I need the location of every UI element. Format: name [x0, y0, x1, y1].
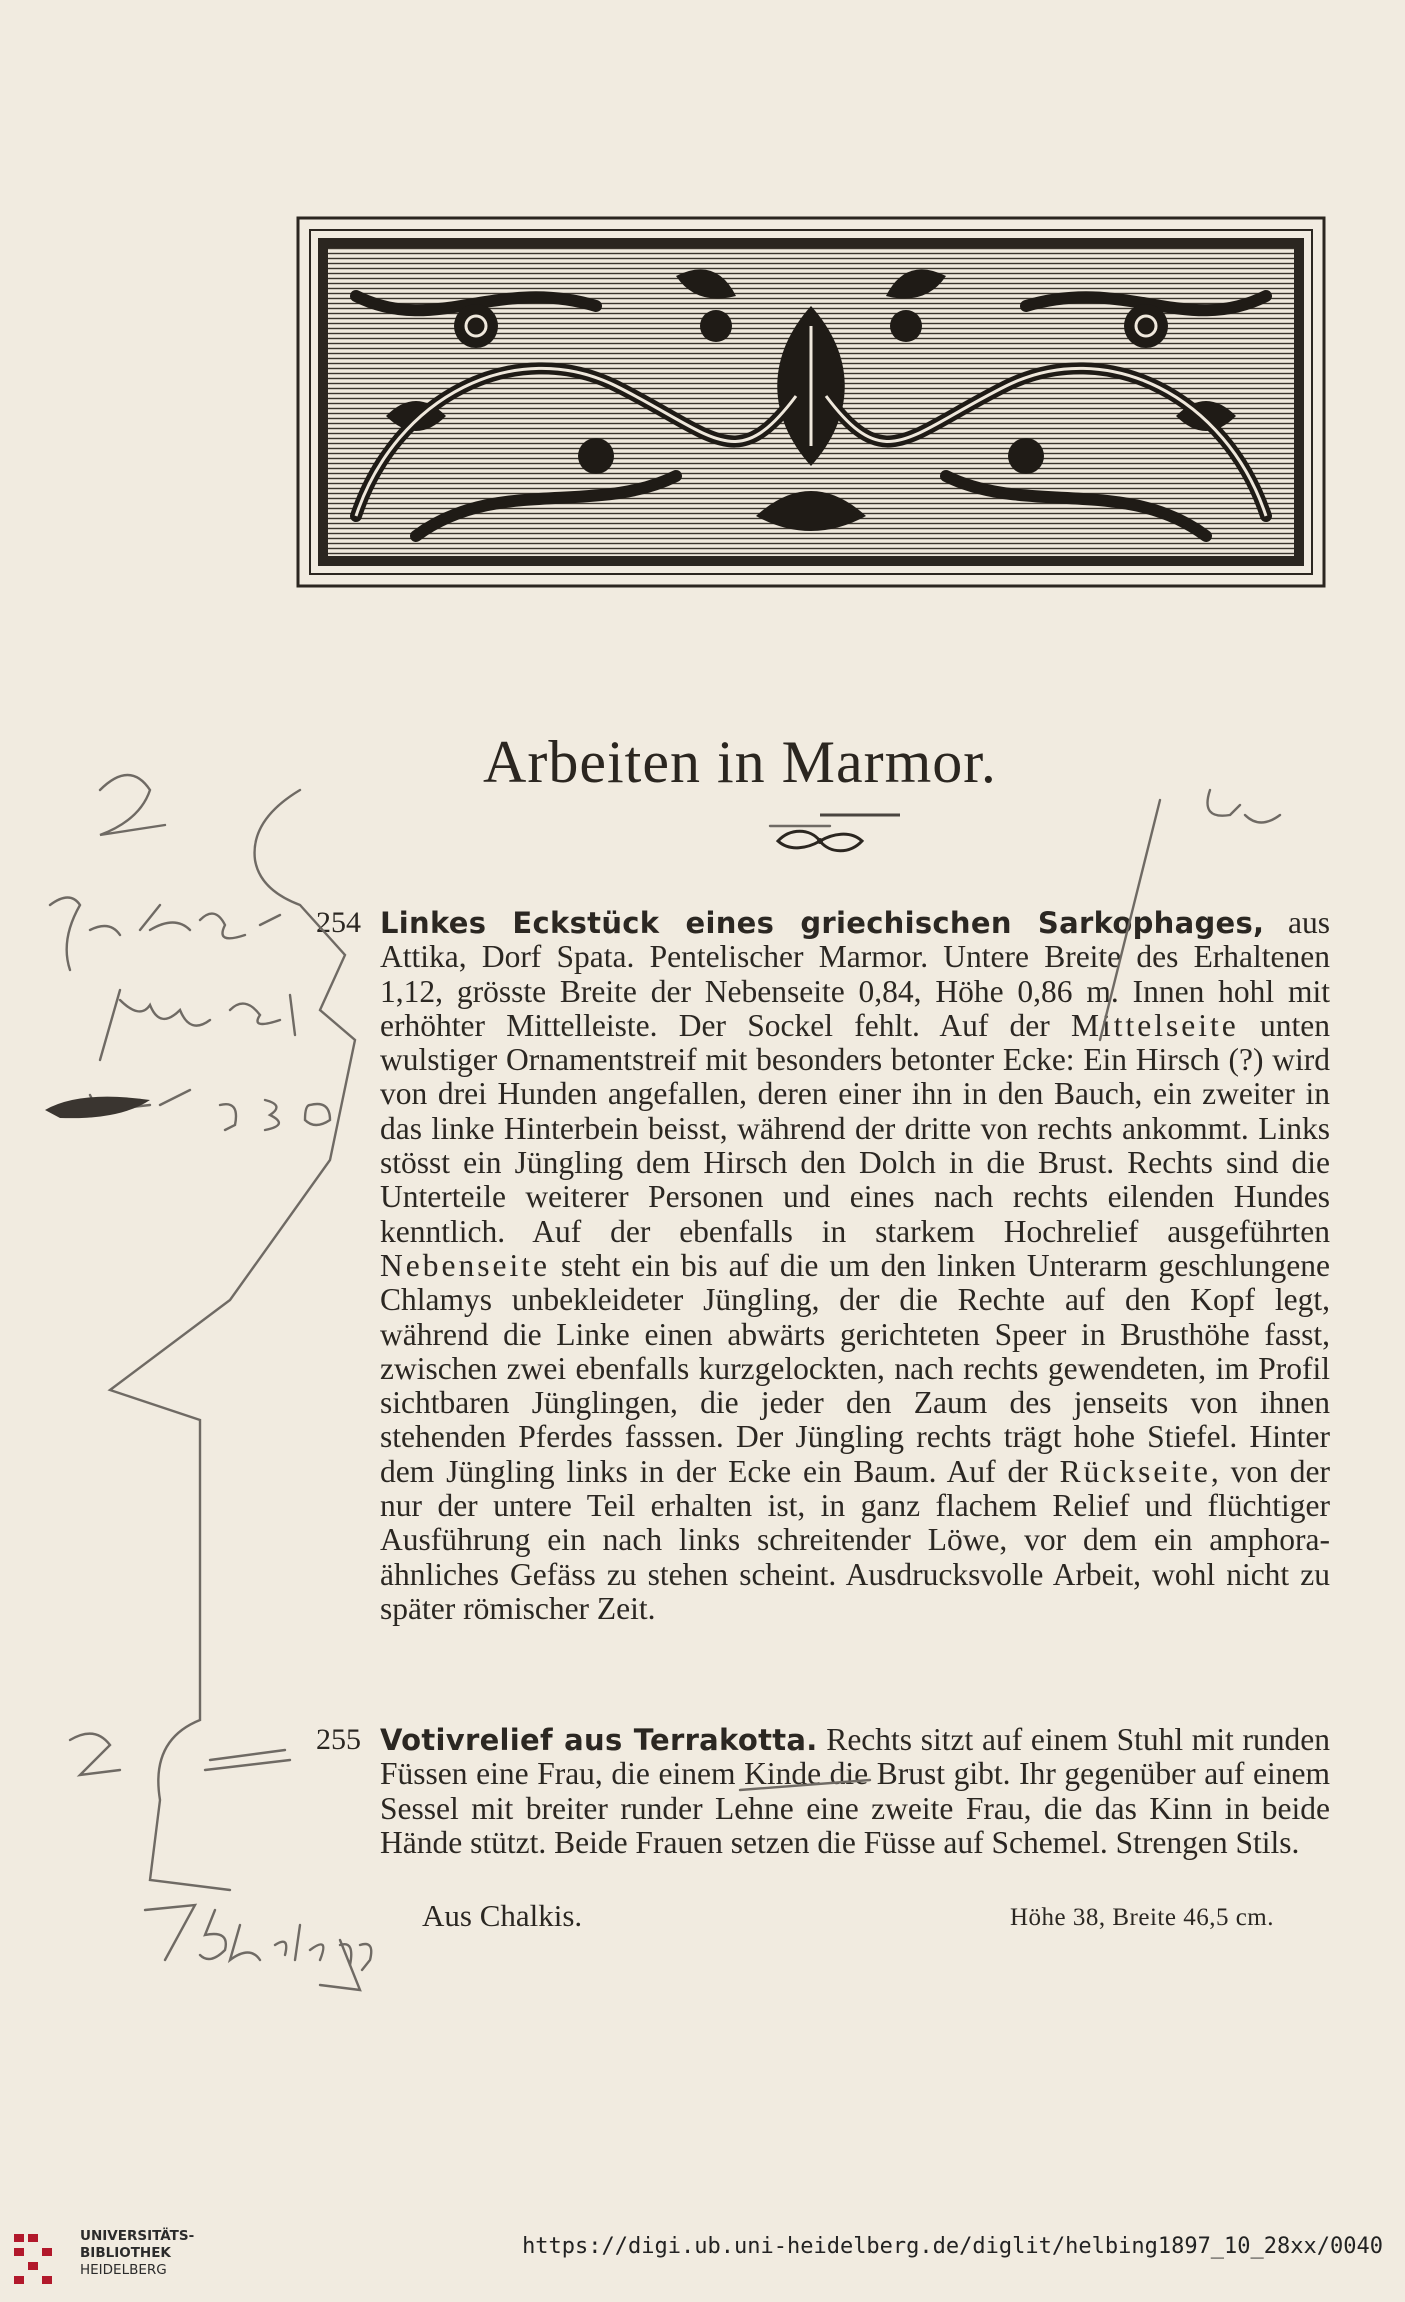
entry-heading: Linkes Eckstück eines griechischen Sarkophages,	[380, 906, 1265, 940]
library-name: UNIVERSITÄTS- BIBLIOTHEK HEIDELBERG	[80, 2228, 195, 2278]
ornamental-header-icon	[296, 216, 1326, 588]
entry-text: Linkes Eckstück eines griechischen Sarkophages, aus Attika, Dorf Spata. Pentelischer Marmor. Untere Breite des Erhaltenen 1,12, grösste Breite der Nebenseite 0,84, Höhe 0,86 m. Innen hohl mit erhöhter Mittelleiste. Der Sockel fehlt. Auf der Mittelseite unten wulstiger Ornamentstreif mit besonders betonter Ecke: Ein Hirsch (?) wird von drei Hunden angefallen, deren einer ihn in den Bauch, ein zweiter in das linke Hinterbein beisst, während der dritte von rechts ankommt. Links stösst ein Jüngling dem Hirsch den Dolch in die Brust. Rechts sind die Unterteile weiterer Personen und eines nach rechts eilenden Hundes kenntlich. Auf der ebenfalls in starkem Hochrelief ausgeführten Nebenseite steht ein bis auf die um den linken Unterarm geschlungene Chlamys unbekleideter Jüngling, der die Rechte auf den Kopf legt, während die Linke einen abwärts gerichteten Speer in Brusthöhe fasst, zwischen zwei ebenfalls kurzgelockten, nach rechts gewendeten, im Profil sichtbaren Jünglingen, die jeder den Zaum des jenseits von ihnen stehenden Pferdes fasssen. Der Jüngling rechts trägt hohe Stiefel. Hinter dem Jüngling links in der Ecke ein Baum. Auf der Rückseite, von der nur der untere Teil erhalten ist, in ganz flachem Relief und flüchtiger Ausführung ein nach links schreitender Löwe, vor dem ein amphora-ähnliches Gefäss zu stehen scheint. Ausdrucksvolle Arbeit, wohl nicht zu später römischer Zeit.	[380, 905, 1330, 1626]
library-logo-icon	[8, 2226, 70, 2288]
entry-footer	[380, 1898, 1330, 1938]
section-title: Arbeiten in Marmor.	[483, 729, 997, 795]
entry-dimensions: Höhe 38, Breite 46,5 cm.	[1009, 1904, 1274, 1931]
entry-origin: Aus Chalkis.	[422, 1898, 583, 1933]
source-url[interactable]: https://digi.ub.uni-heidelberg.de/diglit/helbing1897_10_28xx/0040	[522, 2234, 1383, 2259]
flourish-icon	[770, 826, 870, 856]
entry-text: Votivrelief aus Terrakotta. Rechts sitzt auf einem Stuhl mit runden Füssen eine Frau, die einem Kinde die Brust gibt. Ihr gegenüber auf einem Sessel mit breiter runder Lehne eine zweite Frau, die das Kinn in beide Hände stützt. Beide Frauen setzen die Füsse auf Schemel. Strengen Stils.	[380, 1722, 1330, 1860]
entry-number: 255	[316, 1723, 361, 1756]
entry-number: 254	[316, 906, 361, 939]
catalog-entry-255	[316, 1722, 1330, 1860]
catalog-entry-254	[316, 905, 1330, 1626]
entry-heading: Votivrelief aus Terrakotta.	[380, 1723, 818, 1757]
